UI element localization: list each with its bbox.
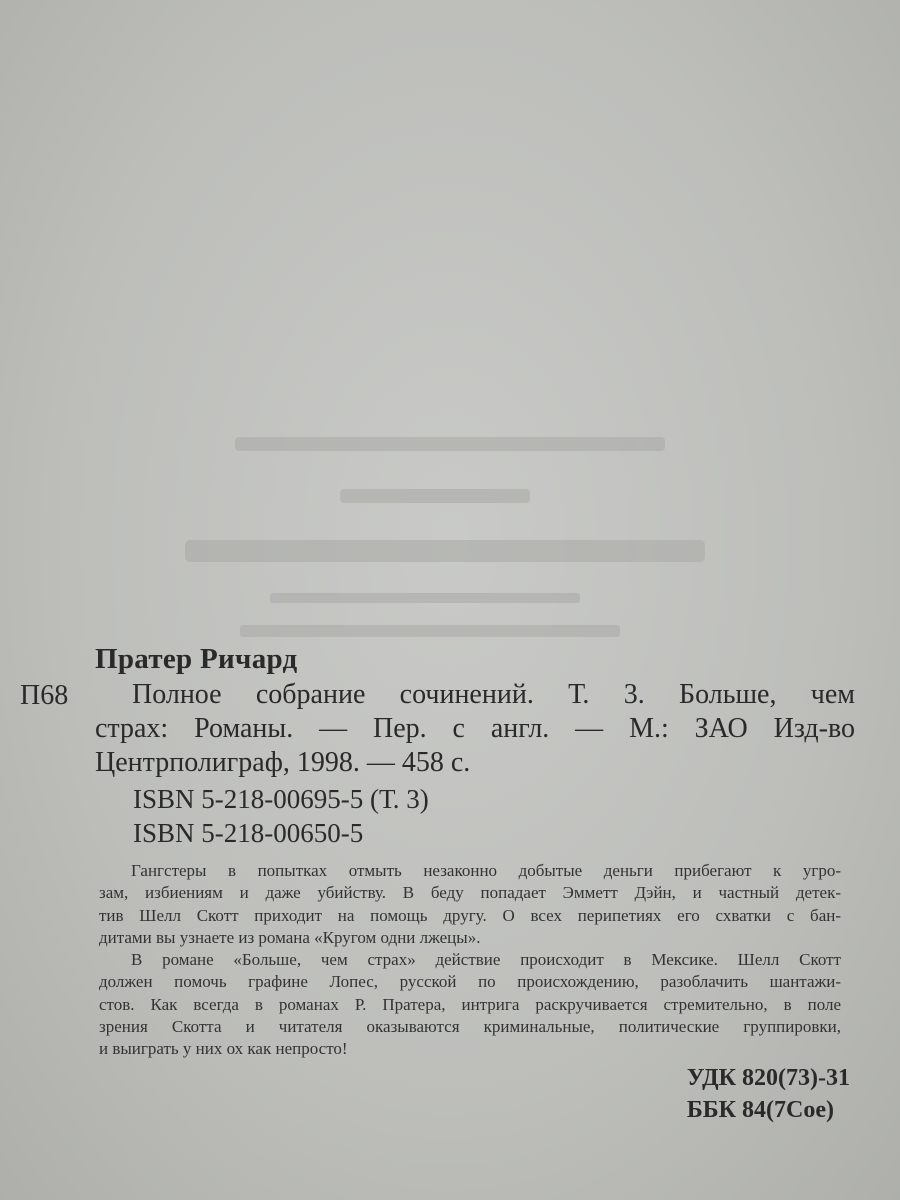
bbk-code: ББК 84(7Сое) [686,1097,835,1123]
biblio-line: страх: Романы. — Пер. с англ. — М.: ЗАО Изд-во [95,713,855,744]
bibliographic-description [95,678,855,780]
annotation-line: зрения Скотта и читателя оказываются криминальные, политические группировки, [99,1017,841,1037]
classification-block [687,1062,850,1126]
annotation-line: дитами вы узнаете из романа «Кругом одни лжецы». [99,927,481,947]
biblio-line: Центрполиграф, 1998. — 458 с. [95,747,471,778]
annotation-line: стов. Как всегда в романах Р. Пратера, интрига раскручивается стремительно, в поле [99,994,841,1014]
udk-code: УДК 820(73)-31 [686,1065,850,1091]
catalog-code: П68 [20,680,69,711]
annotation-line: должен помочь графине Лопес, русской по происхождению, разоблачить шантажи- [99,972,841,992]
annotation-line: В романе «Больше, чем страх» действие происходит в Мексике. Шелл Скотт [131,950,841,970]
isbn-volume: ISBN 5-218-00695-5 (Т. 3) [133,784,429,814]
author-name: Пратер Ричард [95,643,298,675]
annotation-line: тив Шелл Скотт приходит на помощь другу. О всех перипетиях его схватки с бан- [99,905,841,925]
annotation-line: зам, избиениям и даже убийству. В беду попадает Эмметт Дэйн, и частный детек- [99,883,841,903]
isbn-block [133,782,429,850]
annotation-paragraph-1 [99,860,841,949]
annotation [99,860,841,1061]
annotation-paragraph-2 [99,949,841,1060]
annotation-line: и выиграть у них ох как непросто! [99,1039,348,1059]
annotation-line: Гангстеры в попытках отмыть незаконно добытые деньги прибегают к угро- [131,861,841,880]
isbn-series: ISBN 5-218-00650-5 [133,818,364,848]
biblio-line: Полное собрание сочинений. Т. 3. Больше, чем [132,679,855,710]
